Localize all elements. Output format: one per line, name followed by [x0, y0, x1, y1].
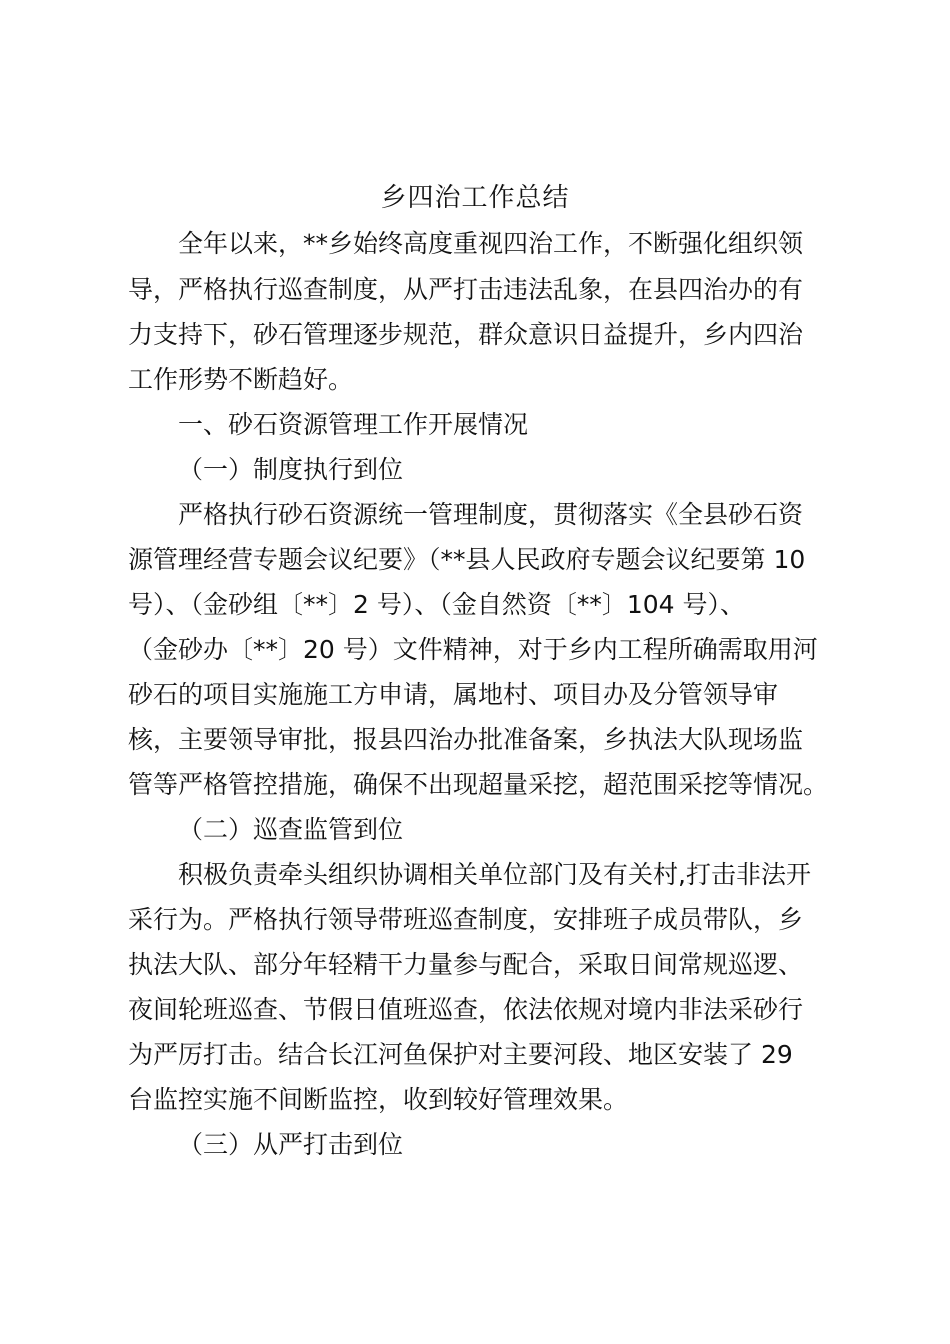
- paragraph-2-line-4: 夜间轮班巡查、节假日值班巡查，依法依规对境内非法采砂行: [128, 995, 804, 1024]
- paragraph-intro-line-2: 导，严格执行巡查制度，从严打击违法乱象，在县四治办的有: [128, 275, 804, 304]
- subsection-heading-2: （二）巡查监管到位: [178, 815, 404, 844]
- paragraph-2-line-6: 台监控实施不间断监控，收到较好管理效果。: [128, 1085, 629, 1114]
- paragraph-2-line-3: 执法大队、部分年轻精干力量参与配合，采取日间常规巡逻、: [128, 950, 804, 979]
- paragraph-1-line-3: 号）、（金砂组〔**〕2 号）、（金自然资〔**〕104 号）、: [128, 590, 746, 619]
- paragraph-2-line-1: 积极负责牵头组织协调相关单位部门及有关村,打击非法开: [178, 860, 811, 889]
- section-heading-1: 一、砂石资源管理工作开展情况: [178, 410, 529, 439]
- paragraph-1-line-4: （金砂办〔**〕20 号）文件精神，对于乡内工程所确需取用河: [128, 635, 818, 664]
- paragraph-2-line-2: 采行为。严格执行领导带班巡查制度，安排班子成员带队，乡: [128, 905, 804, 934]
- subsection-heading-3: （三）从严打击到位: [178, 1130, 404, 1159]
- paragraph-1-line-1: 严格执行砂石资源统一管理制度，贯彻落实《全县砂石资: [178, 500, 804, 529]
- document-title: 乡四治工作总结: [380, 183, 570, 213]
- paragraph-2-line-5: 为严厉打击。结合长江河鱼保护对主要河段、地区安装了 29: [128, 1040, 793, 1069]
- paragraph-intro-line-3: 力支持下，砂石管理逐步规范，群众意识日益提升，乡内四治: [128, 320, 804, 349]
- paragraph-intro-line-4: 工作形势不断趋好。: [128, 365, 354, 394]
- paragraph-1-line-5: 砂石的项目实施施工方申请，属地村、项目办及分管领导审: [128, 680, 779, 709]
- paragraph-1-line-7: 管等严格管控措施，确保不出现超量采挖，超范围采挖等情况。: [128, 770, 829, 799]
- paragraph-intro-line-1: 全年以来，**乡始终高度重视四治工作，不断强化组织领: [178, 229, 804, 258]
- subsection-heading-1: （一）制度执行到位: [178, 455, 404, 484]
- paragraph-1-line-2: 源管理经营专题会议纪要》（**县人民政府专题会议纪要第 10: [128, 545, 806, 574]
- paragraph-1-line-6: 核，主要领导审批，报县四治办批准备案，乡执法大队现场监: [128, 725, 804, 754]
